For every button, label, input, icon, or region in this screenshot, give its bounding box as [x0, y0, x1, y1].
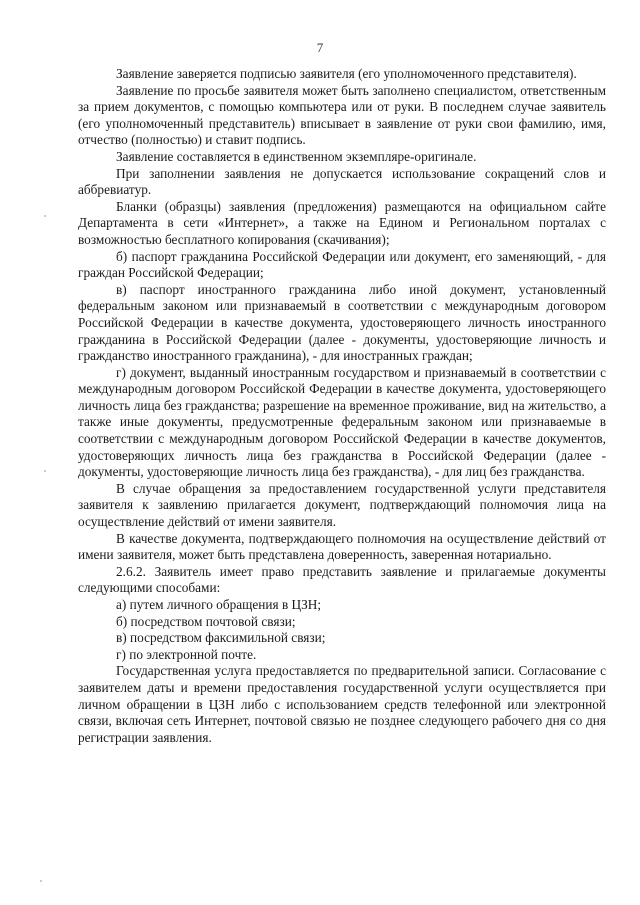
page-number: 7: [316, 40, 324, 55]
paragraph-power-of-attorney: В качестве документа, подтверждающего полномочия на осуществление действий от имени заявителя, может быть представлена доверенность, заверенная нотариально.: [78, 530, 606, 563]
paragraph-no-abbreviations: При заполнении заявления не допускается использование сокращений слов и аббревиатур.: [78, 165, 606, 198]
scan-speck: [44, 215, 46, 217]
paragraph-forms-published: Бланки (образцы) заявления (предложения) размещаются на официальном сайте Департамента в сети «Интернет», а также на Едином и Региональном порталах с возможностью бесплатного копирования (скачивания);: [78, 198, 606, 247]
paragraph-item-v: в) паспорт иностранного гражданина либо иной документ, установленный федеральным законом или признаваемый в соответствии с международным договором Российской Федерации в качестве документа, удостоверяющего личность иностранного гражданина в Российской Федерации (далее - документы, удостоверяющие личность и гражданство иностранного гражданина), - для иностранных граждан;: [78, 281, 606, 364]
paragraph-item-b: б) паспорт гражданина Российской Федерации или документ, его заменяющий, - для граждан Российской Федерации;: [78, 248, 606, 281]
document-body: [78, 66, 606, 746]
paragraph-item-g: г) документ, выданный иностранным государством и признаваемый в соответствии с международным договором Российской Федерации в качестве документа, удостоверяющего личность лица без гражданства; разрешение на временное проживание, вид на жительство, а также иные документы, предусмотренные федеральным законом или признаваемые в соответствии с международным договором Российской Федерации в качестве документов, удостоверяющих личность лица без гражданства в Российской Федерации (далее - документы, удостоверяющие личность лица без гражданства), - для лиц без гражданства.: [78, 364, 606, 480]
paragraph-appointment: Государственная услуга предоставляется по предварительной записи. Согласование с заявителем даты и времени предоставления государственной услуги осуществляется при личном обращении в ЦЗН либо с использованием средств телефонной или электронной связи, включая сеть Интернет, почтовой связью не позднее следующего рабочего дня со дня регистрации заявления.: [78, 663, 606, 745]
method-email: г) по электронной почте.: [116, 646, 257, 662]
paragraph-2-6-2: 2.6.2. Заявитель имеет право представить заявление и прилагаемые документы следующими способами:: [78, 563, 606, 596]
paragraph-representative: В случае обращения за предоставлением государственной услуги представителя заявителя к заявлению прилагается документ, подтверждающий полномочия лица на осуществление действий от имени заявителя.: [78, 480, 606, 530]
scan-speck: [40, 880, 42, 882]
method-personal: а) путем личного обращения в ЦЗН;: [116, 597, 322, 612]
paragraph-filled-by-specialist: Заявление по просьбе заявителя может быть заполнено специалистом, ответственным за прием документов, с помощью компьютера или от руки. В последнем случае заявитель (его уполномоченный представитель) вписывает в заявление от руки свои фамилию, имя, отчество (полностью) и ставит подпись.: [78, 82, 606, 148]
paragraph-signature: Заявление заверяется подписью заявителя (его уполномоченного представителя).: [116, 66, 577, 81]
scan-speck: [44, 470, 46, 472]
paragraph-single-original: Заявление составляется в единственном экземпляре-оригинале.: [116, 148, 477, 164]
method-postal: б) посредством почтовой связи;: [116, 613, 296, 629]
method-fax: в) посредством факсимильной связи;: [116, 630, 326, 646]
